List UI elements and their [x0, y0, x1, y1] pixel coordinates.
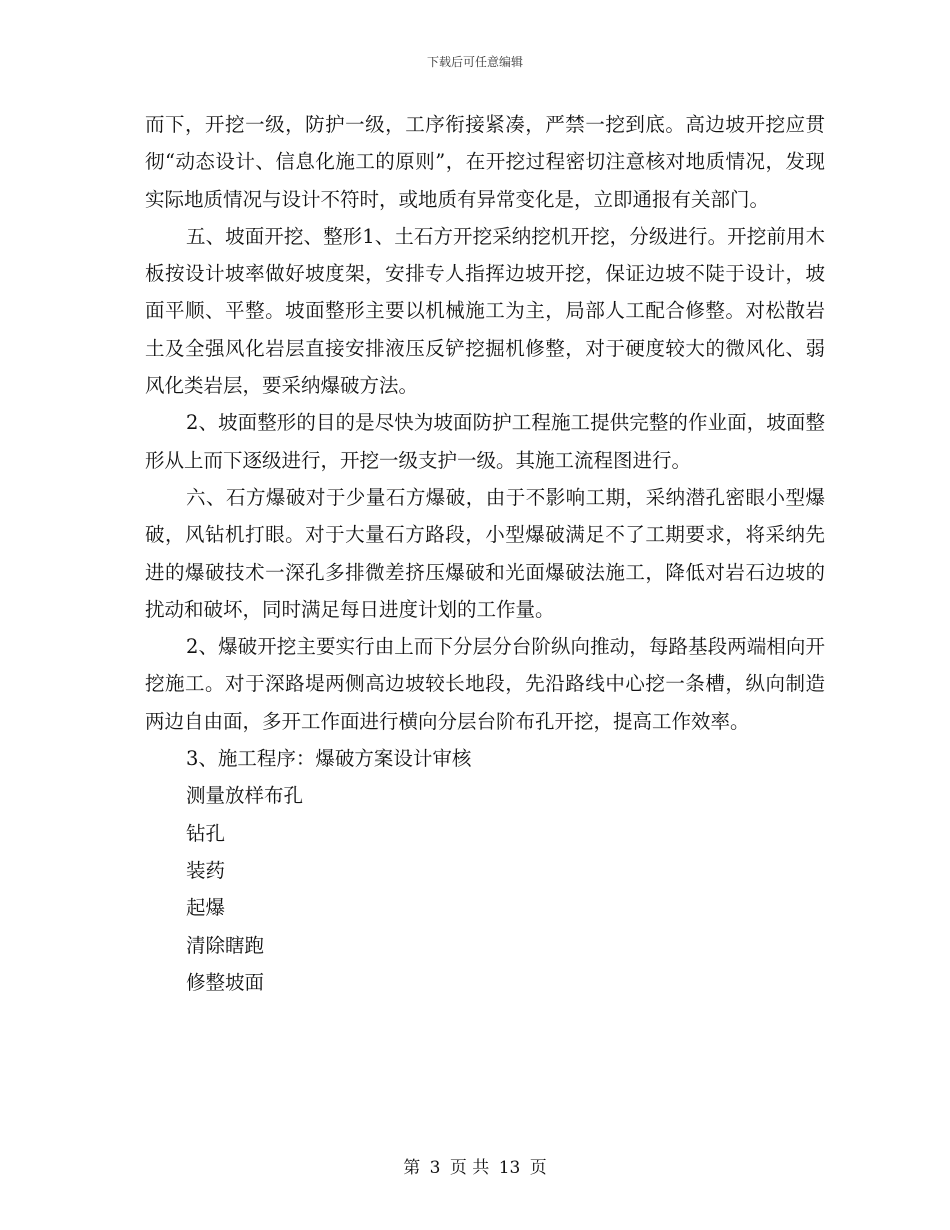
- page-number: 3: [429, 1158, 441, 1178]
- procedure-step: 测量放样布孔: [186, 784, 304, 808]
- page-header: 下载后可任意编辑: [426, 55, 523, 69]
- procedure-step: 装药: [186, 858, 226, 882]
- footer-suffix: 页: [529, 1158, 547, 1178]
- total-pages: 13: [498, 1158, 521, 1178]
- paragraph: 六、石方爆破对于少量石方爆破，由于不影响工期，采纳潜孔密眼小型爆破，风钻机打眼。对于大量石方路段，小型爆破满足不了工期要求，将采纳先进的爆破技术一深孔多排微差挤压爆破和光面爆破法施工，降低对岩石边坡的扰动和破坏，同时满足每日进度计划的工作量。: [145, 485, 825, 621]
- paragraph: 而下，开挖一级，防护一级，工序衔接紧凑，严禁一挖到底。高边坡开挖应贯彻“动态设计、信息化施工的原则”，在开挖过程密切注意核对地质情况，发现实际地质情况与设计不符时，或地质有异常变化是，立即通报有关部门。: [145, 113, 825, 211]
- paragraph: 2、爆破开挖主要实行由上而下分层分台阶纵向推动，每路基段两端相向开挖施工。对于深路堤两侧高边坡较长地段，先沿路线中心挖一条槽，纵向制造两边自由面，多开工作面进行横向分层台阶布孔开挖，提高工作效率。: [145, 635, 825, 733]
- paragraph: 3、施工程序：爆破方案设计审核: [186, 747, 472, 771]
- paragraph: 2、坡面整形的目的是尽快为坡面防护工程施工提供完整的作业面，坡面整形从上而下逐级进行，开挖一级支护一级。其施工流程图进行。: [145, 411, 825, 472]
- procedure-step: 清除瞎跑: [186, 933, 265, 957]
- footer-prefix: 第: [403, 1158, 421, 1178]
- procedure-step: 修整坡面: [186, 970, 265, 994]
- document-body: [145, 106, 825, 1001]
- procedure-step: 钻孔: [186, 821, 226, 845]
- procedure-steps: [145, 777, 825, 1001]
- paragraph: 五、坡面开挖、整形1、土石方开挖采纳挖机开挖，分级进行。开挖前用木板按设计坡率做好坡度架，安排专人指挥边坡开挖，保证边坡不陡于设计，坡面平顺、平整。坡面整形主要以机械施工为主，局部人工配合修整。对松散岩土及全强风化岩层直接安排液压反铲挖掘机修整，对于硬度较大的微风化、弱风化类岩层，要采纳爆破方法。: [145, 224, 825, 398]
- footer-mid: 页 共: [449, 1158, 490, 1178]
- procedure-step: 起爆: [186, 896, 226, 920]
- page-footer: [0, 1153, 950, 1178]
